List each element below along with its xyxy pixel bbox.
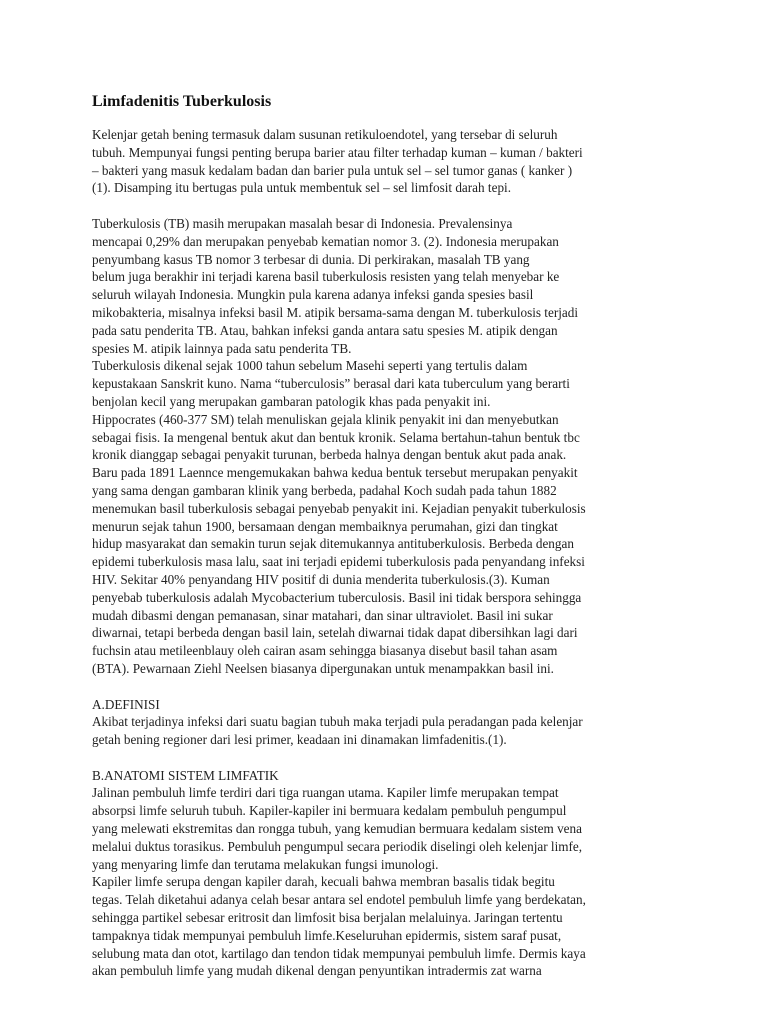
paragraph-tuberkulosis — [92, 215, 682, 678]
text-line: sebagai fisis. Ia mengenal bentuk akut dan bentuk kronik. Selama bertahun-tahun bentuk tbc — [92, 429, 580, 445]
text-line: benjolan kecil yang merupakan gambaran patologik khas pada penyakit ini. — [92, 393, 491, 409]
text-line: (BTA). Pewarnaan Ziehl Neelsen biasanya dipergunakan untuk menampakkan basil ini. — [92, 660, 554, 676]
paragraph-gap — [92, 197, 682, 215]
text-line: Tuberkulosis dikenal sejak 1000 tahun sebelum Masehi seperti yang tertulis dalam — [92, 358, 528, 374]
paragraph-intro — [92, 126, 682, 197]
text-line: A.DEFINISI — [92, 696, 160, 712]
text-line: getah bening regioner dari lesi primer, keadaan ini dinamakan limfadenitis.(1). — [92, 732, 507, 748]
text-line: HIV. Sekitar 40% penyandang HIV positif di dunia menderita tuberkulosis.(3). Kuman — [92, 571, 550, 587]
text-line: yang menyaring limfe dan terutama melakukan fungsi imunologi. — [92, 856, 439, 872]
text-line: penyumbang kasus TB nomor 3 terbesar di dunia. Di perkirakan, masalah TB yang — [92, 251, 530, 267]
text-line: (1). Disamping itu bertugas pula untuk membentuk sel – sel limfosit darah tepi. — [92, 180, 511, 196]
text-line: epidemi tuberkulosis masa lalu, saat ini terjadi epidemi tuberkulosis pada penyandang infeksi — [92, 554, 585, 570]
text-line: diwarnai, tetapi berbeda dengan basil lain, setelah diwarnai tidak dapat dibersihkan lagi dari — [92, 625, 578, 641]
section-anatomi — [92, 767, 682, 981]
document-title: Limfadenitis Tuberkulosis — [92, 93, 272, 110]
text-line: Kelenjar getah bening termasuk dalam susunan retikuloendotel, yang tersebar di seluruh — [92, 127, 558, 142]
text-line: spesies M. atipik lainnya pada satu penderita TB. — [92, 340, 352, 356]
text-line: selubung mata dan otot, kartilago dan tendon tidak mempunyai pembuluh limfe. Dermis kaya — [92, 945, 586, 961]
text-line: mencapai 0,29% dan merupakan penyebab kematian nomor 3. (2). Indonesia merupakan — [92, 233, 559, 249]
text-line: tegas. Telah diketahui adanya celah besar antara sel endotel pembuluh limfe yang berdekatan, — [92, 892, 586, 908]
text-line: kepustakaan Sanskrit kuno. Nama “tuberculosis” berasal dari kata tuberculum yang berarti — [92, 376, 570, 392]
text-line: B.ANATOMI SISTEM LIMFATIK — [92, 767, 279, 783]
text-line: mikobakteria, misalnya infeksi basil M. atipik bersama-sama dengan M. tuberkulosis terjadi — [92, 304, 578, 320]
text-line: yang sama dengan gambaran klinik yang berbeda, padahal Koch sudah pada tahun 1882 — [92, 482, 557, 498]
text-line: Akibat terjadinya infeksi dari suatu bagian tubuh maka terjadi pula peradangan pada kelenjar — [92, 714, 583, 730]
text-line: Tuberkulosis (TB) masih merupakan masalah besar di Indonesia. Prevalensinya — [92, 215, 513, 231]
text-line: menemukan basil tuberkulosis sebagai penyebab penyakit ini. Kejadian penyakit tuberkulosis — [92, 500, 586, 516]
text-line: tubuh. Mempunyai fungsi penting berupa barier atau filter terhadap kuman – kuman / bakteri — [92, 144, 583, 160]
text-line: menurun sejak tahun 1900, bersamaan dengan membaiknya perumahan, gizi dan tingkat — [92, 518, 558, 534]
text-line: kronik dianggap sebagai penyakit turunan, berbeda halnya dengan bentuk akut pada anak. — [92, 447, 567, 463]
text-line: Kapiler limfe serupa dengan kapiler darah, kecuali bahwa membran basalis tidak begitu — [92, 874, 555, 890]
paragraph-gap — [92, 678, 682, 696]
text-line: seluruh wilayah Indonesia. Mungkin pula karena adanya infeksi ganda spesies basil — [92, 287, 534, 303]
text-line: yang melewati ekstremitas dan rongga tubuh, yang kemudian bermuara kedalam sistem vena — [92, 821, 582, 837]
document-body — [92, 92, 682, 980]
text-line: tampaknya tidak mempunyai pembuluh limfe.Keseluruhan epidermis, sistem saraf pusat, — [92, 927, 562, 943]
text-line: – bakteri yang masuk kedalam badan dan barier pula untuk sel – sel tumor ganas ( kanker ) — [92, 162, 573, 178]
text-line: melalui duktus torasikus. Pembuluh pengumpul secara periodik diselingi oleh kelenjar limfe, — [92, 838, 583, 854]
text-line: fuchsin atau metileenblauy oleh cairan asam sehingga biasanya disebut basil tahan asam — [92, 643, 558, 659]
text-line: pada satu penderita TB. Atau, bahkan infeksi ganda antara satu spesies M. atipik dengan — [92, 322, 558, 338]
text-line: absorpsi limfe seluruh tubuh. Kapiler-kapiler ini bermuara kedalam pembuluh pengumpul — [92, 803, 567, 819]
section-definisi — [92, 696, 682, 749]
text-line: Baru pada 1891 Laennce mengemukakan bahwa kedua bentuk tersebut merupakan penyakit — [92, 465, 578, 481]
paragraph-gap — [92, 749, 682, 767]
text-line: hidup masyarakat dan semakin turun sejak ditemukannya antituberkulosis. Berbeda dengan — [92, 536, 574, 552]
text-line: belum juga berakhir ini terjadi karena basil tuberkulosis resisten yang telah menyebar ke — [92, 269, 560, 285]
text-line: penyebab tuberkulosis adalah Mycobacterium tuberculosis. Basil ini tidak berspora sehingga — [92, 589, 582, 605]
text-line: Jalinan pembuluh limfe terdiri dari tiga ruangan utama. Kapiler limfe merupakan tempat — [92, 785, 559, 801]
text-line: akan pembuluh limfe yang mudah dikenal dengan penyuntikan intradermis zat warna — [92, 963, 542, 979]
text-line: mudah dibasmi dengan pemanasan, sinar matahari, dan sinar ultraviolet. Basil ini sukar — [92, 607, 553, 623]
text-line: Hippocrates (460-377 SM) telah menuliskan gejala klinik penyakit ini dan menyebutkan — [92, 411, 559, 427]
text-line: sehingga partikel sebesar eritrosit dan limfosit bisa berjalan melaluinya. Jaringan tertentu — [92, 910, 563, 926]
